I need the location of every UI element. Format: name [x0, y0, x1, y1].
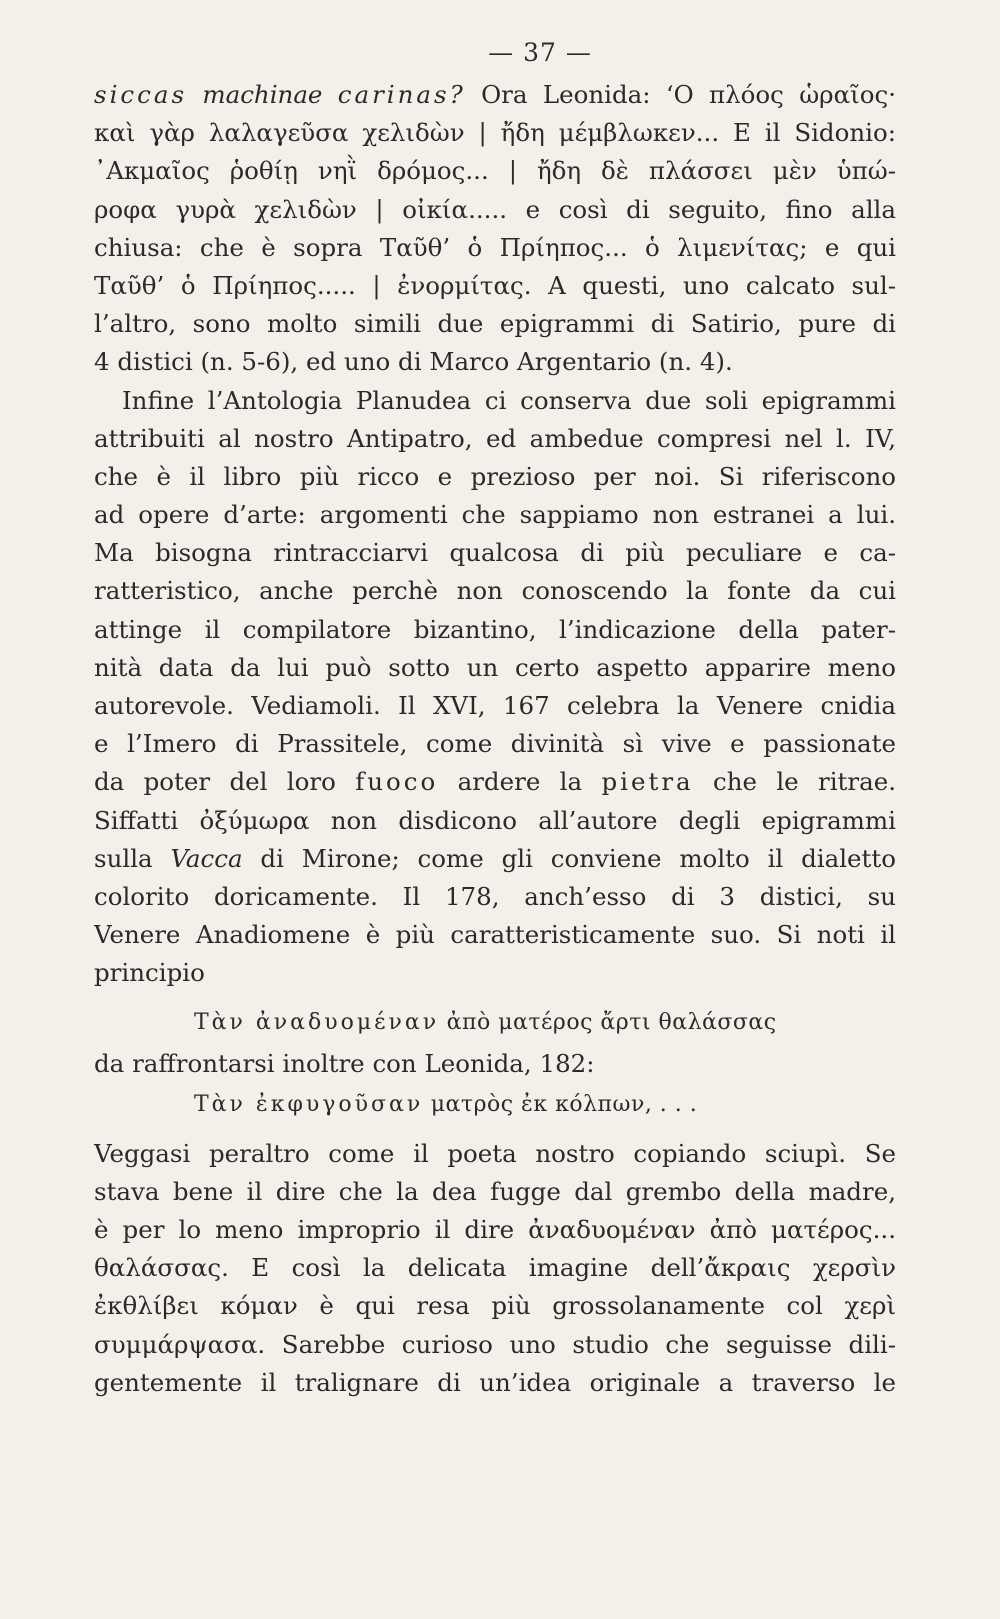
greek-quotation-1	[94, 1001, 896, 1045]
text-line: ᾿Ακμαῖος ῥοθίῃ νηῒ δρόμος... | ἤδη δὲ πλάσσει μὲν ὑπώ-	[94, 156, 896, 186]
text-line: Infine l’Antologia Planudea ci conserva due soli epigrammi	[122, 385, 896, 415]
text-line: e l’Imero di Prassitele, come divinità sì vive e passionate	[94, 729, 896, 759]
text-line: gentemente il tralignare di un’idea originale a traverso le	[94, 1367, 896, 1397]
quote-rest: ματρὸς ἐκ κόλπων, . . .	[423, 1091, 698, 1117]
text-line: che è il libro più ricco e prezioso per noi. Si riferiscono	[94, 461, 896, 491]
text-line: ἐκθλίβει κόμαν è qui resa più grossolanamente col χερὶ	[94, 1291, 896, 1321]
text-run: da poter del loro	[94, 767, 356, 797]
greek-quotation-2	[94, 1083, 896, 1127]
paragraph-block-2	[94, 1135, 896, 1402]
text-line: Ταῦθ’ ὁ Πρίηπος..... | ἐνορμίτας. A questi, uno calcato sul-	[94, 270, 896, 300]
text-line: l’altro, sono molto simili due epigrammi di Satirio, pure di	[94, 309, 896, 339]
text-line: 4 distici (n. 5-6), ed uno di Marco Argentario (n. 4).	[94, 347, 733, 377]
text-line: attinge il compilatore bizantino, l’indicazione della pater-	[94, 614, 896, 644]
text-run: che le ritrae.	[693, 767, 896, 797]
text-line: principio	[94, 958, 205, 988]
text-line: ad opere d’arte: argomenti che sappiamo non estranei a lui.	[94, 500, 896, 530]
quote-spaced-words: Τὰν ἀναδυομέναν	[194, 1009, 440, 1035]
text-run: di Mirone; come gli conviene molto il dialetto	[242, 843, 896, 873]
text-line: ratteristico, anche perchè non conoscendo la fonte da cui	[94, 576, 896, 606]
text-run: Ora Leonida: ‘Ο πλόος ὡραῖος·	[465, 80, 896, 109]
text-run: fuoco	[355, 767, 439, 797]
text-line: Veggasi peraltro come il poeta nostro copiando sciupì. Se	[94, 1138, 896, 1168]
text-run: machinae	[187, 80, 338, 109]
text-run: ardere la	[438, 767, 602, 797]
text-line: ροφα γυρὰ χελιδὼν | οἰκία..... e così di seguito, fino alla	[94, 194, 896, 224]
text-line: colorito doricamente. Il 178, anch’esso di 3 distici, su	[94, 881, 896, 911]
text-line: Ma bisogna rintracciarvi qualcosa di più peculiare e ca-	[94, 538, 896, 568]
text-run: sulla	[94, 843, 171, 873]
text-line	[94, 840, 896, 878]
text-line: attribuiti al nostro Antipatro, ed ambedue compresi nel l. IV,	[94, 423, 896, 453]
text-line: da raffrontarsi inoltre con Leonida, 182:	[94, 1048, 595, 1078]
text-run: siccas	[94, 80, 188, 109]
text-line: è per lo meno improprio il dire ἀναδυομέναν ἀπὸ ματέρος...	[94, 1215, 896, 1245]
text-block	[94, 76, 896, 1402]
text-line: stava bene il dire che la dea fugge dal grembo della madre,	[94, 1176, 896, 1206]
text-line: θαλάσσας. E così la delicata imagine dell’ἄκραις χερσὶν	[94, 1253, 896, 1283]
paragraph-block-1	[94, 76, 896, 993]
quote-spaced-words: Τὰν ἐκφυγοῦσαν	[194, 1091, 424, 1117]
text-run: Vacca	[170, 843, 243, 873]
text-run: carinas?	[337, 80, 466, 109]
text-line: Venere Anadiomene è più caratteristicamente suo. Si noti il	[94, 920, 896, 950]
text-line	[94, 76, 896, 114]
text-line: συμμάρψασα. Sarebbe curioso uno studio che seguisse dili-	[94, 1329, 896, 1359]
text-line: καὶ γὰρ λαλαγεῦσα χελιδὼν | ἤδη μέμβλωκεν... E il Sidonio:	[94, 118, 896, 148]
text-line: Siffatti ὀξύμωρα non disdicono all’autore degli epigrammi	[94, 805, 896, 835]
page-number: — 37 —	[488, 38, 592, 67]
text-line: nità data da lui può sotto un certo aspetto apparire meno	[94, 652, 896, 682]
text-run: pietra	[601, 767, 694, 797]
text-line: autorevole. Vediamoli. Il XVI, 167 celebra la Venere cnidia	[94, 691, 896, 720]
text-line: chiusa: che è sopra Ταῦθ’ ὁ Πρίηπος... ὁ λιμενίτας; e qui	[94, 232, 896, 262]
quote-rest: ἀπὸ ματέρος ἄρτι θαλάσσας	[439, 1009, 777, 1035]
text-line	[94, 763, 896, 801]
